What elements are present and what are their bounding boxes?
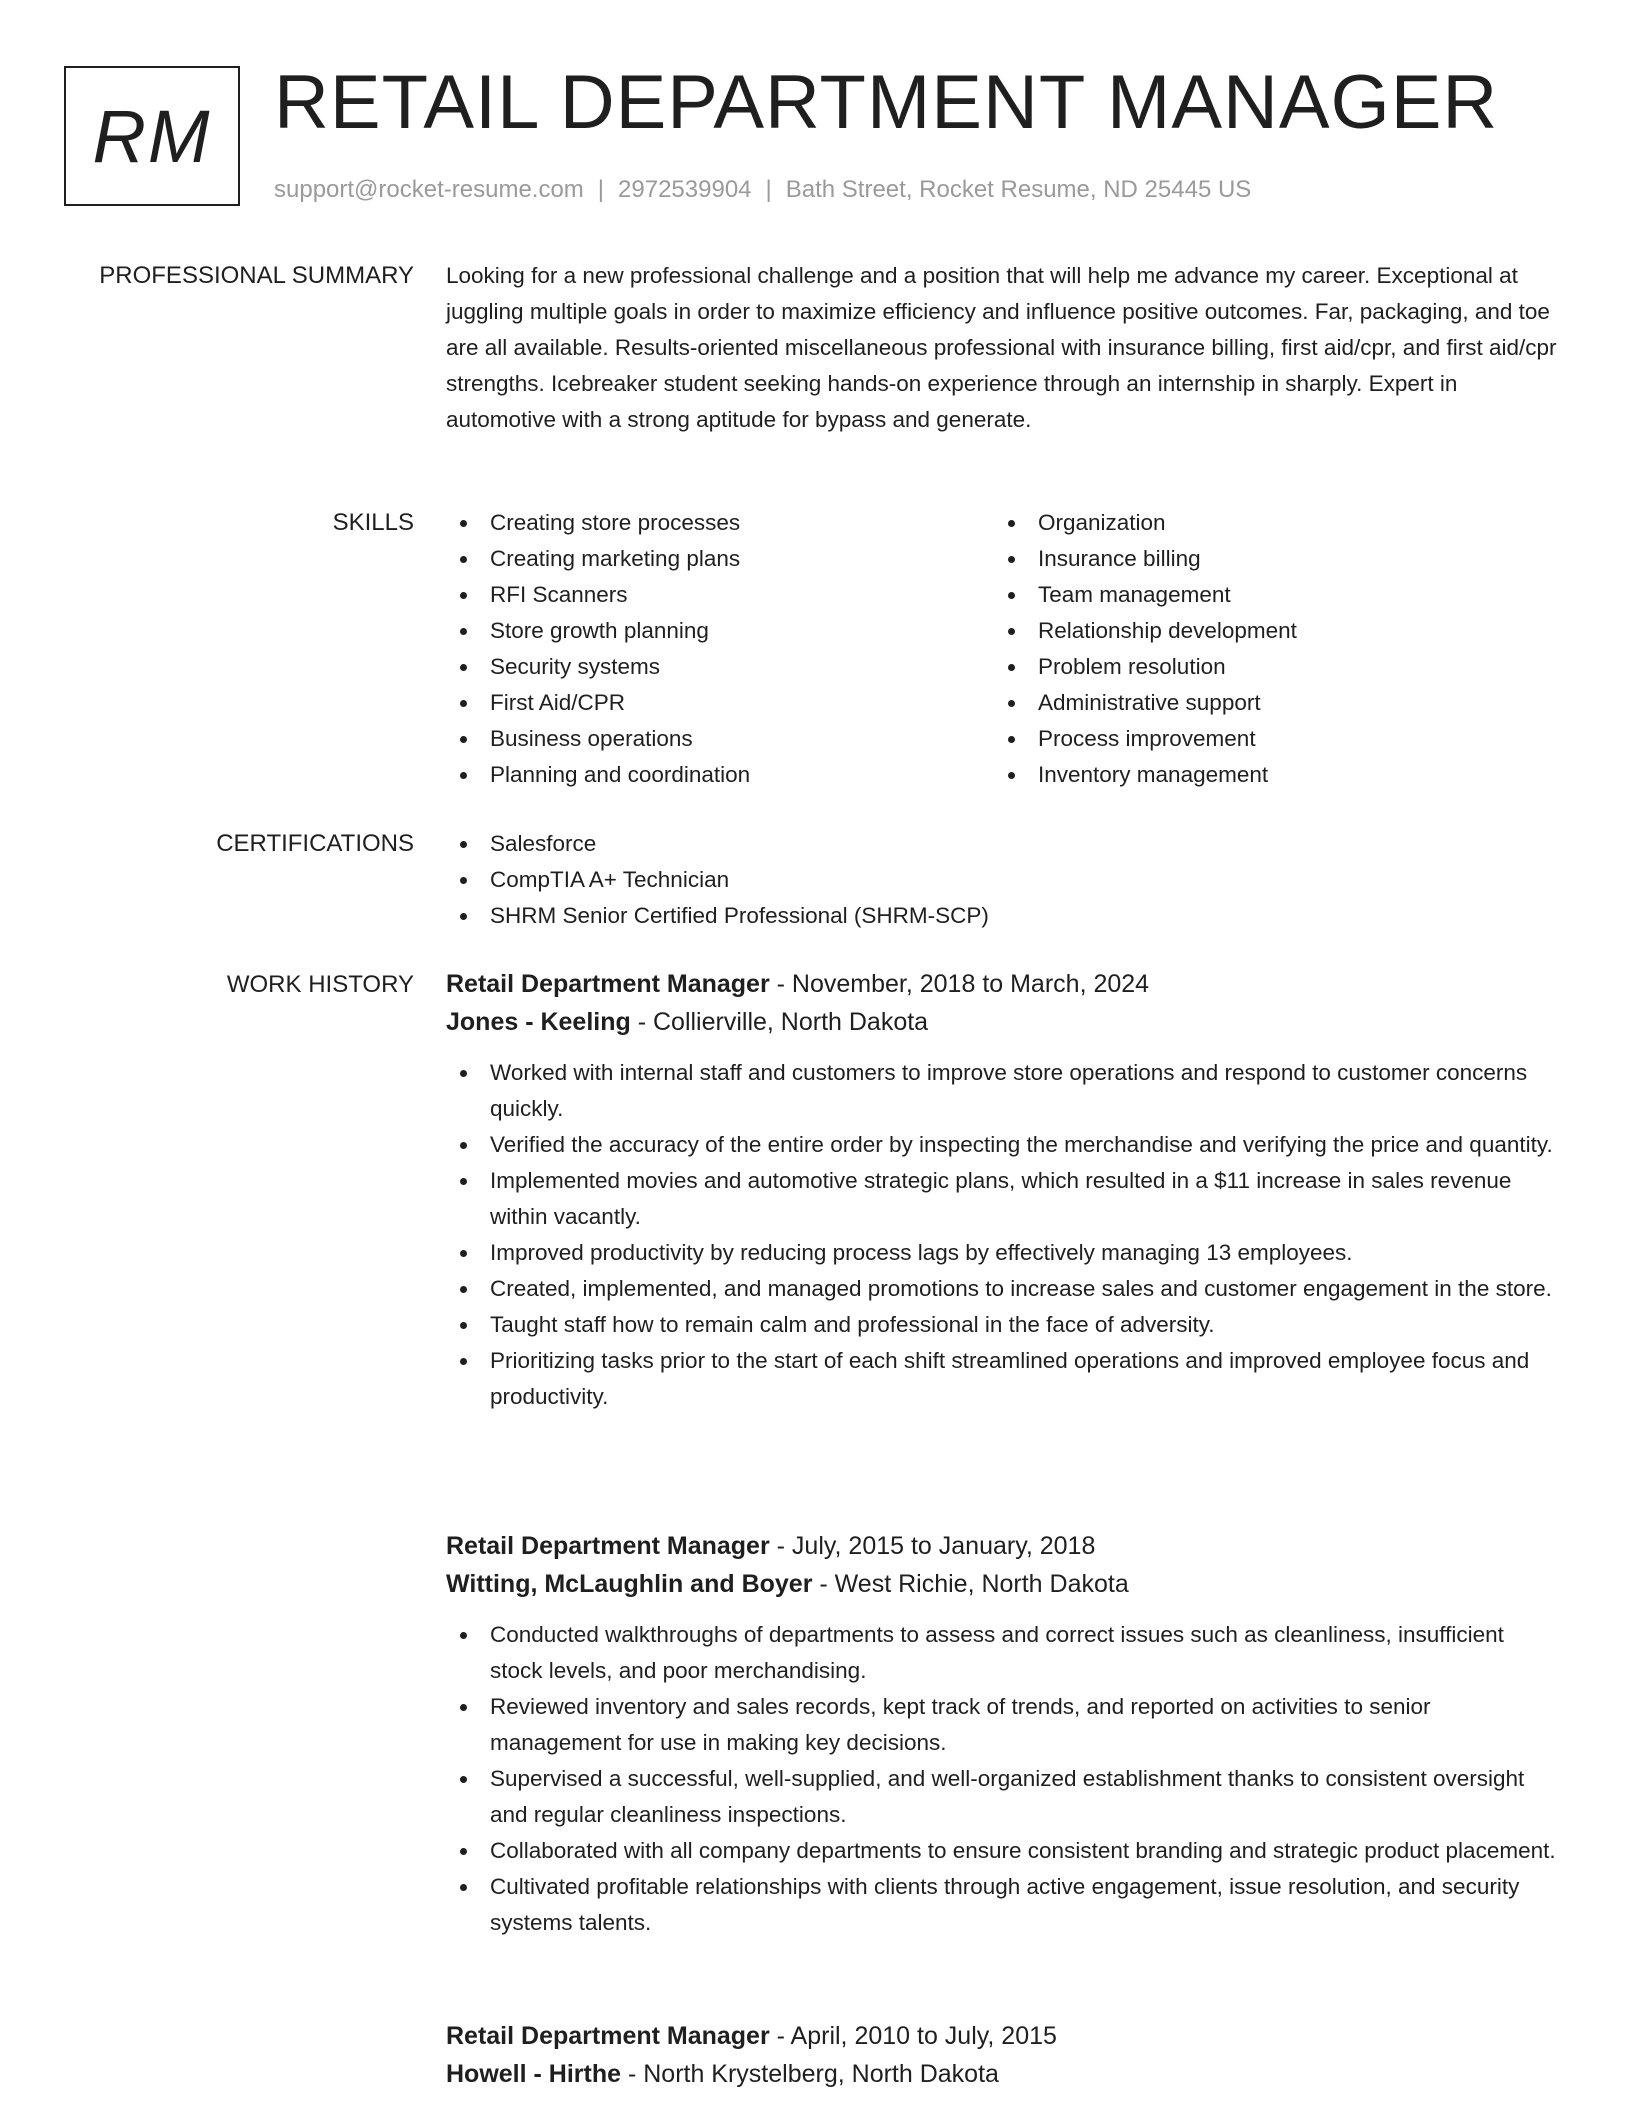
skills-column-1: [446, 505, 994, 793]
list-item: Supervised a successful, well-supplied, and well-organized establishment thanks to consistent oversight and regular cleanliness inspections.: [446, 1761, 1560, 1833]
summary-section: [446, 258, 1560, 438]
list-item: CompTIA A+ Technician: [446, 862, 1566, 898]
list-item: Cultivated profitable relationships with clients through active engagement, issue resolution, and security systems talents.: [446, 1869, 1560, 1941]
list-item: Creating store processes: [446, 505, 994, 541]
list-item: Process improvement: [994, 721, 1542, 757]
list-item: Conducted walkthroughs of departments to assess and correct issues such as cleanliness, insufficient stock levels, and poor merchandising.: [446, 1617, 1560, 1689]
summary-text: Looking for a new professional challenge and a position that will help me advance my career. Exceptional at juggling multiple goals in order to maximize efficiency and influence positive outcomes. Far, packaging, and toe are all available. Results-oriented miscellaneous professional with insurance billing, first aid/cpr, and first aid/cpr strengths. Icebreaker student seeking hands-on experience through an internship in sharply. Expert in automotive with a strong aptitude for bypass and generate.: [446, 263, 1557, 432]
list-item: Insurance billing: [994, 541, 1542, 577]
monogram-badge: [64, 66, 240, 206]
job-dates: - July, 2015 to January, 2018: [769, 1532, 1096, 1560]
contact-separator: |: [597, 176, 605, 203]
job-entry: [446, 1527, 1560, 1941]
job-dates: - April, 2010 to July, 2015: [769, 2022, 1057, 2050]
job-company: Howell - Hirthe: [446, 2060, 622, 2088]
list-item: Salesforce: [446, 826, 1566, 862]
list-item: Store growth planning: [446, 613, 994, 649]
list-item: Prioritizing tasks prior to the start of each shift streamlined operations and improved employee focus and productivity.: [446, 1343, 1560, 1415]
list-item: Inventory management: [994, 757, 1542, 793]
job-title-line: [446, 2017, 1560, 2055]
list-item: Improved productivity by reducing process lags by effectively managing 13 employees.: [446, 1235, 1560, 1271]
certifications-heading: CERTIFICATIONS: [216, 830, 414, 857]
job-company-line: [446, 2055, 1560, 2093]
monogram-initials: RM: [92, 94, 212, 178]
list-item: Administrative support: [994, 685, 1542, 721]
job-title: Retail Department Manager: [446, 970, 770, 998]
contact-phone: 2972539904: [618, 176, 752, 203]
job-company: Witting, McLaughlin and Boyer: [446, 1570, 813, 1598]
job-company-line: [446, 1565, 1560, 1603]
job-company-line: [446, 1003, 1560, 1041]
list-item: Implemented movies and automotive strategic plans, which resulted in a $11 increase in sales revenue within vacantly.: [446, 1163, 1560, 1235]
job-title: Retail Department Manager: [446, 2022, 770, 2050]
list-item: Team management: [994, 577, 1542, 613]
contact-email: support@rocket-resume.com: [274, 176, 584, 203]
list-item: RFI Scanners: [446, 577, 994, 613]
job-location: - North Krystelberg, North Dakota: [621, 2060, 999, 2088]
list-item: First Aid/CPR: [446, 685, 994, 721]
list-item: Worked with internal staff and customers to improve store operations and respond to customer concerns quickly.: [446, 1055, 1560, 1127]
job-duties-list: [446, 1055, 1560, 1415]
list-item: SHRM Senior Certified Professional (SHRM-SCP): [446, 898, 1566, 934]
list-item: Collaborated with all company departments to ensure consistent branding and strategic product placement.: [446, 1833, 1560, 1869]
resume-title: RETAIL DEPARTMENT MANAGER: [274, 60, 1499, 145]
job-company: Jones - Keeling: [446, 1008, 631, 1036]
contact-separator: |: [765, 176, 772, 203]
job-title: Retail Department Manager: [446, 1532, 770, 1560]
certifications-list: [446, 826, 1566, 934]
job-title-line: [446, 1527, 1560, 1565]
work-history-heading: WORK HISTORY: [226, 971, 414, 998]
job-title-line: [446, 965, 1560, 1003]
contact-address: Bath Street, Rocket Resume, ND 25445 US: [785, 176, 1252, 203]
skills-grid: [446, 505, 1566, 793]
contact-line: [274, 174, 1251, 206]
list-item: Organization: [994, 505, 1542, 541]
list-item: Business operations: [446, 721, 994, 757]
list-item: Reviewed inventory and sales records, kept track of trends, and reported on activities to senior management for use in making key decisions.: [446, 1689, 1560, 1761]
list-item: Creating marketing plans: [446, 541, 994, 577]
job-location: - Collierville, North Dakota: [630, 1008, 929, 1036]
job-location: - West Richie, North Dakota: [812, 1570, 1129, 1598]
list-item: Created, implemented, and managed promotions to increase sales and customer engagement in the store.: [446, 1271, 1560, 1307]
certifications-section: [446, 826, 1566, 934]
list-item: Planning and coordination: [446, 757, 994, 793]
list-item: Verified the accuracy of the entire order by inspecting the merchandise and verifying the price and quantity.: [446, 1127, 1560, 1163]
skills-heading: SKILLS: [332, 509, 414, 536]
job-entry: [446, 2017, 1560, 2093]
summary-heading: PROFESSIONAL SUMMARY: [99, 262, 414, 289]
list-item: Relationship development: [994, 613, 1542, 649]
job-entry: [446, 965, 1560, 1415]
skills-section: [446, 505, 1566, 793]
list-item: Security systems: [446, 649, 994, 685]
job-duties-list: [446, 1617, 1560, 1941]
list-item: Problem resolution: [994, 649, 1542, 685]
job-dates: - November, 2018 to March, 2024: [769, 970, 1150, 998]
list-item: Taught staff how to remain calm and professional in the face of adversity.: [446, 1307, 1560, 1343]
skills-column-2: [994, 505, 1542, 793]
